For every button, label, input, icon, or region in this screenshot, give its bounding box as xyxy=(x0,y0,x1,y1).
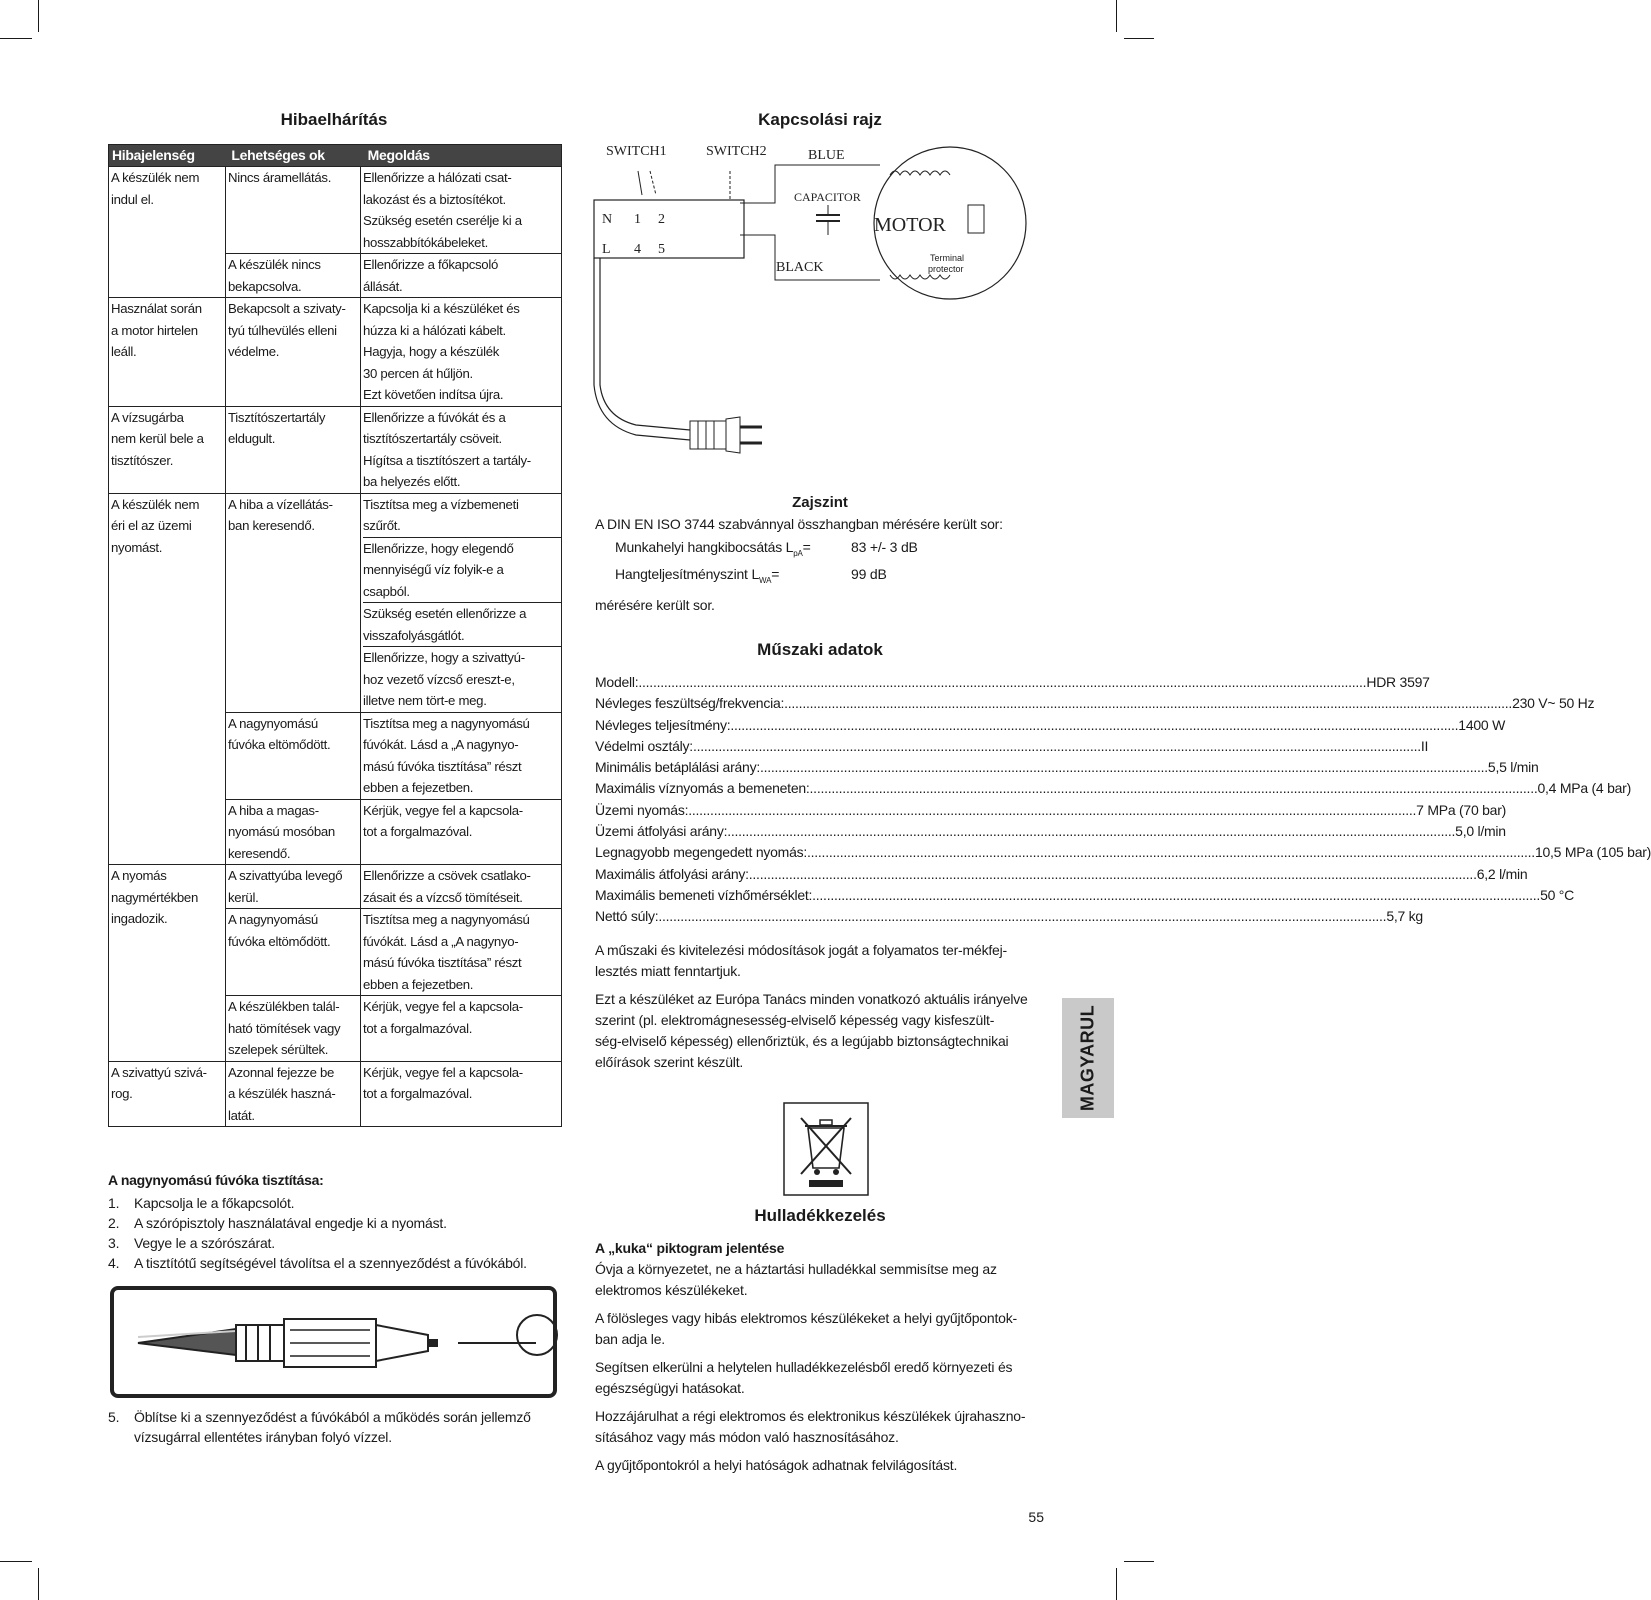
solution-cell xyxy=(361,298,561,406)
nozzle-cleaning-section xyxy=(108,1170,560,1273)
solution-text: Tisztítsa meg a nagynyomású fúvókát. Lásd a „A nagynyo- mású fúvóka tisztítása” részt ebben a fejezetben. xyxy=(363,715,530,795)
spec-row xyxy=(595,736,1429,757)
cause-solution-rows xyxy=(226,298,561,406)
language-tab-label: MAGYARUL xyxy=(1077,1004,1098,1112)
cause-cell: A nagynyomású fúvóka eltömődött. xyxy=(226,713,361,799)
crop-mark xyxy=(1116,0,1117,32)
spec-dot-leader: ........................................................................................................................................................................................................ xyxy=(688,801,1417,818)
step-text: A szórópisztoly használatával engedje ki a nyomást. xyxy=(134,1215,447,1231)
table-header xyxy=(109,145,561,166)
table-row xyxy=(226,1062,561,1127)
spec-label: Üzemi átfolyási arány: xyxy=(595,823,728,840)
step-text: Vegye le a szórószárat. xyxy=(134,1235,275,1251)
spec-label: Névleges feszültség/frekvencia: xyxy=(595,695,785,712)
cause-cell: A készülékben talál- ható tömítések vagy szelepek sérültek. xyxy=(226,996,361,1061)
list-item xyxy=(108,1253,560,1273)
spec-value: 6,2 l/min xyxy=(1476,865,1528,882)
header-symptom: Hibajelenség xyxy=(112,147,195,163)
spec-dot-leader: ........................................................................................................................................................................................................ xyxy=(638,674,1367,690)
solution-cell xyxy=(361,407,561,493)
nozzle-cleaning-title: A nagynyomású fúvóka tisztítása: xyxy=(108,1172,324,1188)
symptom-cell: A vízsugárba nem kerül bele a tisztítószer. xyxy=(109,407,226,493)
spec-row xyxy=(595,821,1506,842)
table-row xyxy=(226,995,561,1061)
symptom-cell: A szivattyú szivá- rog. xyxy=(109,1062,226,1127)
solution-text: Kérjük, vegye fel a kapcsola- tot a forgalmazóval. xyxy=(363,1064,523,1101)
noise-intro: A DIN EN ISO 3744 szabvánnyal összhangban mérésére került sor: xyxy=(595,516,1003,532)
step-number: 1. xyxy=(108,1195,120,1211)
step-text: Öblítse ki a szennyeződést a fúvókából a működés során jellemző vízsugárral ellentétes irányban folyó vízzel. xyxy=(134,1409,531,1445)
spec-row xyxy=(595,800,1507,821)
cause-solution-rows xyxy=(226,865,561,1061)
protector-label: protector xyxy=(928,264,964,274)
spec-label: Maximális átfolyási arány: xyxy=(595,865,749,882)
solution-cell xyxy=(361,167,561,253)
solution-text: Tisztítsa meg a nagynyomású fúvókát. Lásd a „A nagynyo- mású fúvóka tisztítása” részt ebben a fejezetben. xyxy=(363,912,530,992)
cause-cell: Tisztítószertartály eldugult. xyxy=(226,407,361,493)
one-label: 1 xyxy=(634,212,641,227)
switch-box xyxy=(594,200,744,258)
spec-dot-leader: ........................................................................................................................................................................................................ xyxy=(809,780,1538,797)
step-number: 4. xyxy=(108,1255,120,1271)
noise-row-1 xyxy=(595,537,1045,564)
capacitor-label: CAPACITOR xyxy=(794,190,861,204)
symptom-cell: Használat során a motor hirtelen leáll. xyxy=(109,298,226,406)
spec-label: Legnagyobb megengedett nyomás: xyxy=(595,844,807,861)
solution-cell xyxy=(361,494,561,712)
troubleshooting-table xyxy=(108,144,562,1127)
solution-cell xyxy=(361,713,561,799)
spec-dot-leader: ........................................................................................................................................................................................................ xyxy=(812,886,1541,903)
cause-solution-rows xyxy=(226,1062,561,1127)
table-row xyxy=(226,494,561,712)
header-solution: Megoldás xyxy=(367,147,430,163)
table-row-group xyxy=(109,166,561,297)
step-number: 3. xyxy=(108,1235,120,1251)
wiring-title: Kapcsolási rajz xyxy=(758,110,882,129)
crop-mark xyxy=(0,1561,32,1562)
noise-row1-sub: pA xyxy=(793,548,803,558)
spec-row xyxy=(595,906,1423,927)
noise-title: Zajszint xyxy=(792,494,848,511)
crop-mark xyxy=(0,38,32,39)
noise-row1-eq: = xyxy=(802,539,811,555)
l-label: L xyxy=(602,242,611,257)
spec-label: Üzemi nyomás: xyxy=(595,801,689,818)
solution-text: Kapcsolja ki a készüléket és húzza ki a hálózati kábelt. Hagyja, hogy a készülék 30 percen át hűljön. Ezt követően indítsa újra. xyxy=(363,301,520,402)
wiring-diagram xyxy=(590,135,1050,485)
spec-value: II xyxy=(1420,737,1429,754)
noise-outro: mérésére került sor. xyxy=(595,596,715,613)
solution-text: Ellenőrizze, hogy elegendő mennyiségű víz folyik-e a csapból. xyxy=(363,537,561,603)
noise-row2-sub: WA xyxy=(759,575,772,585)
disposal-paragraph: A fölösleges vagy hibás elektromos készülékeket a helyi gyűjtőpontok- ban adja le. xyxy=(595,1310,1017,1347)
cause-cell: A szivattyúba levegő kerül. xyxy=(226,865,361,908)
table-row xyxy=(226,407,561,493)
table-row xyxy=(226,908,561,995)
spec-value: HDR 3597 xyxy=(1366,674,1430,690)
solution-cell xyxy=(361,800,561,865)
specs-note-1: A műszaki és kivitelezési módosítások jogát a folyamatos ter-mékfej- lesztés miatt fenntartjuk. xyxy=(595,942,1008,979)
step-text: Kapcsolja le a főkapcsolót. xyxy=(134,1195,295,1211)
two-label: 2 xyxy=(658,212,665,227)
specs-note-2: Ezt a készüléket az Európa Tanács minden vonatkozó aktuális irányelve szerint (pl. elektromágnesesség-elviselő képesség vagy kisfeszült- ség-elviselő képesség) ellenőriztük, és a legújabb biztonságtechnikai előírások szerint készült. xyxy=(595,991,1028,1070)
solution-cell xyxy=(361,909,561,995)
cause-solution-rows xyxy=(226,167,561,297)
specs-title: Műszaki adatok xyxy=(757,640,883,659)
table-row-group xyxy=(109,297,561,406)
blue-label: BLUE xyxy=(808,148,845,163)
noise-row2-value: 99 dB xyxy=(851,565,887,582)
solution-text: Ellenőrizze a csövek csatlako- zásait és a vízcső tömítéseit. xyxy=(363,868,531,905)
solution-text: Ellenőrizze a fúvókát és a tisztítószertartály csöveit. Hígítsa a tisztítószert a tartály- ba helyezés előtt. xyxy=(363,409,531,489)
solution-text: Kérjük, vegye fel a kapcsola- tot a forgalmazóval. xyxy=(363,802,523,839)
cause-cell: Nincs áramellátás. xyxy=(226,167,361,253)
table-row-group xyxy=(109,864,561,1061)
spec-dot-leader: ........................................................................................................................................................................................................ xyxy=(759,759,1488,776)
disposal-title: Hulladékkezelés xyxy=(754,1206,886,1225)
solution-text: Ellenőrizze, hogy a szivattyú- hoz vezető vízcső ereszt-e, illetve nem tört-e meg. xyxy=(363,646,561,712)
cleaning-step-5 xyxy=(108,1407,560,1447)
solution-text: Kérjük, vegye fel a kapcsola- tot a forgalmazóval. xyxy=(363,999,523,1036)
crop-mark xyxy=(38,0,39,32)
disposal-paragraph: Óvja a környezetet, ne a háztartási hulladékkal semmisítse meg az elektromos készülékeket. xyxy=(595,1261,997,1298)
spec-dot-leader: ........................................................................................................................................................................................................ xyxy=(692,737,1421,754)
step-number: 5. xyxy=(108,1409,120,1425)
spec-label: Névleges teljesítmény: xyxy=(595,716,731,733)
five-label: 5 xyxy=(658,242,665,257)
spec-value: 1400 W xyxy=(1458,716,1506,733)
nozzle-illustration xyxy=(108,1285,560,1399)
table-row xyxy=(226,712,561,799)
spec-label: Maximális bemeneti vízhőmérséklet: xyxy=(595,886,813,903)
disposal-paragraph: Segítsen elkerülni a helytelen hulladékkezelésből eredő környezeti és egészségügyi hatásokat. xyxy=(595,1359,1013,1396)
header-cause: Lehetséges ok xyxy=(231,147,325,163)
spec-dot-leader: ........................................................................................................................................................................................................ xyxy=(727,823,1456,840)
spec-row xyxy=(595,757,1539,778)
cause-cell: Azonnal fejezze be a készülék haszná- latát. xyxy=(226,1062,361,1127)
noise-row-2 xyxy=(595,564,1045,591)
crop-mark xyxy=(1124,1561,1154,1562)
spec-value: 50 °C xyxy=(1540,886,1574,903)
cleaning-steps xyxy=(108,1193,560,1273)
crop-mark xyxy=(38,1568,39,1600)
spec-label: Minimális betáplálási arány: xyxy=(595,759,760,776)
disposal-section xyxy=(595,1238,1045,1476)
spec-label: Maximális víznyomás a bemeneten: xyxy=(595,780,810,797)
spec-row xyxy=(595,672,1430,693)
table-row xyxy=(226,865,561,908)
solution-text: Szükség esetén ellenőrizze a visszafolyásgátlót. xyxy=(363,602,561,646)
black-label: BLACK xyxy=(776,260,824,275)
spec-dot-leader: ........................................................................................................................................................................................................ xyxy=(807,844,1535,861)
noise-row1-label: Munkahelyi hangkibocsátás L xyxy=(615,539,794,555)
cause-cell: A hiba a magas- nyomású mosóban keresendő. xyxy=(226,800,361,865)
spec-value: 10,5 MPa (105 bar) xyxy=(1534,844,1651,861)
spec-label: Védelmi osztály: xyxy=(595,737,693,754)
symptom-cell: A készülék nem indul el. xyxy=(109,167,226,297)
spec-value: 0,4 MPa (4 bar) xyxy=(1537,780,1631,797)
solution-text: Ellenőrizze a főkapcsoló állását. xyxy=(363,257,499,294)
cause-solution-rows xyxy=(226,407,561,493)
spec-dot-leader: ........................................................................................................................................................................................................ xyxy=(658,908,1387,925)
four-label: 4 xyxy=(634,242,641,257)
list-item xyxy=(108,1213,560,1233)
table-body xyxy=(109,166,561,1126)
table-row xyxy=(226,253,561,297)
solution-cell xyxy=(361,865,561,908)
step-number: 2. xyxy=(108,1215,120,1231)
list-item xyxy=(108,1233,560,1253)
table-row xyxy=(226,298,561,406)
terminal-label: Terminal xyxy=(930,253,965,263)
noise-row2-label: Hangteljesítményszint L xyxy=(615,565,760,582)
switch2-label: SWITCH2 xyxy=(706,144,767,159)
crop-mark xyxy=(1124,38,1154,39)
solution-text: Tisztítsa meg a vízbemeneti szűrőt. xyxy=(363,496,519,533)
list-item xyxy=(108,1193,560,1213)
solution-cell xyxy=(361,1062,561,1127)
n-label: N xyxy=(602,212,613,227)
spec-label: Nettó súly: xyxy=(595,908,659,925)
noise-row2-eq: = xyxy=(771,565,780,582)
solution-cell xyxy=(361,254,561,297)
spec-row xyxy=(595,715,1506,736)
symptom-cell: A nyomás nagymértékben ingadozik. xyxy=(109,865,226,1061)
spec-dot-leader: ........................................................................................................................................................................................................ xyxy=(748,865,1477,882)
specs-notes xyxy=(595,940,1045,1073)
troubleshooting-title: Hibaelhárítás xyxy=(280,110,388,129)
spec-row xyxy=(595,842,1651,863)
table-row-group xyxy=(109,493,561,865)
disposal-subtitle: A „kuka“ piktogram jelentése xyxy=(595,1240,785,1256)
spec-row xyxy=(595,864,1528,885)
noise-row1-value: 83 +/- 3 dB xyxy=(851,539,918,555)
table-row-group xyxy=(109,406,561,493)
spec-value: 5,0 l/min xyxy=(1455,823,1506,840)
symptom-cell: A készülék nem éri el az üzemi nyomást. xyxy=(109,494,226,865)
spec-row xyxy=(595,778,1631,799)
spec-value: 7 MPa (70 bar) xyxy=(1416,801,1507,818)
crop-mark xyxy=(1116,1568,1117,1600)
step-text: A tisztítótű segítségével távolítsa el a szennyeződést a fúvókából. xyxy=(134,1255,527,1271)
language-tab xyxy=(1062,998,1114,1118)
weee-bin-icon xyxy=(783,1102,869,1196)
spec-dot-leader: ........................................................................................................................................................................................................ xyxy=(730,716,1459,733)
disposal-paragraph: Hozzájárulhat a régi elektromos és elektronikus készülékek újrahaszno- sításához vagy más módon való hasznosításához. xyxy=(595,1408,1026,1445)
cause-solution-rows xyxy=(226,494,561,865)
spec-label: Modell: xyxy=(595,674,639,690)
spec-row xyxy=(595,693,1595,714)
spec-dot-leader: ........................................................................................................................................................................................................ xyxy=(784,695,1513,712)
table-row xyxy=(226,167,561,253)
page-number: 55 xyxy=(1028,1509,1044,1525)
cause-cell: A készülék nincs bekapcsolva. xyxy=(226,254,361,297)
disposal-paragraph: A gyűjtőpontokról a helyi hatóságok adhatnak felvilágosítást. xyxy=(595,1457,958,1473)
cause-cell: A nagynyomású fúvóka eltömődött. xyxy=(226,909,361,995)
spec-value: 230 V~ 50 Hz xyxy=(1512,695,1595,712)
cause-cell: Bekapcsolt a szivaty- tyú túlhevülés elleni védelme. xyxy=(226,298,361,406)
spec-value: 5,7 kg xyxy=(1386,908,1423,925)
table-row-group xyxy=(109,1061,561,1127)
spec-value: 5,5 l/min xyxy=(1487,759,1539,776)
motor-label: MOTOR xyxy=(874,214,946,236)
switch1-label: SWITCH1 xyxy=(606,144,667,159)
cause-cell: A hiba a vízellátás- ban keresendő. xyxy=(226,494,361,712)
spec-row xyxy=(595,885,1574,906)
table-row xyxy=(226,799,561,865)
solution-text: Ellenőrizze a hálózati csat- lakozást és a biztosítékot. Szükség esetén cserélje ki a hosszabbítókábeleket. xyxy=(363,170,522,250)
noise-section xyxy=(595,514,1045,616)
specs-list xyxy=(595,672,1651,928)
solution-cell xyxy=(361,996,561,1061)
